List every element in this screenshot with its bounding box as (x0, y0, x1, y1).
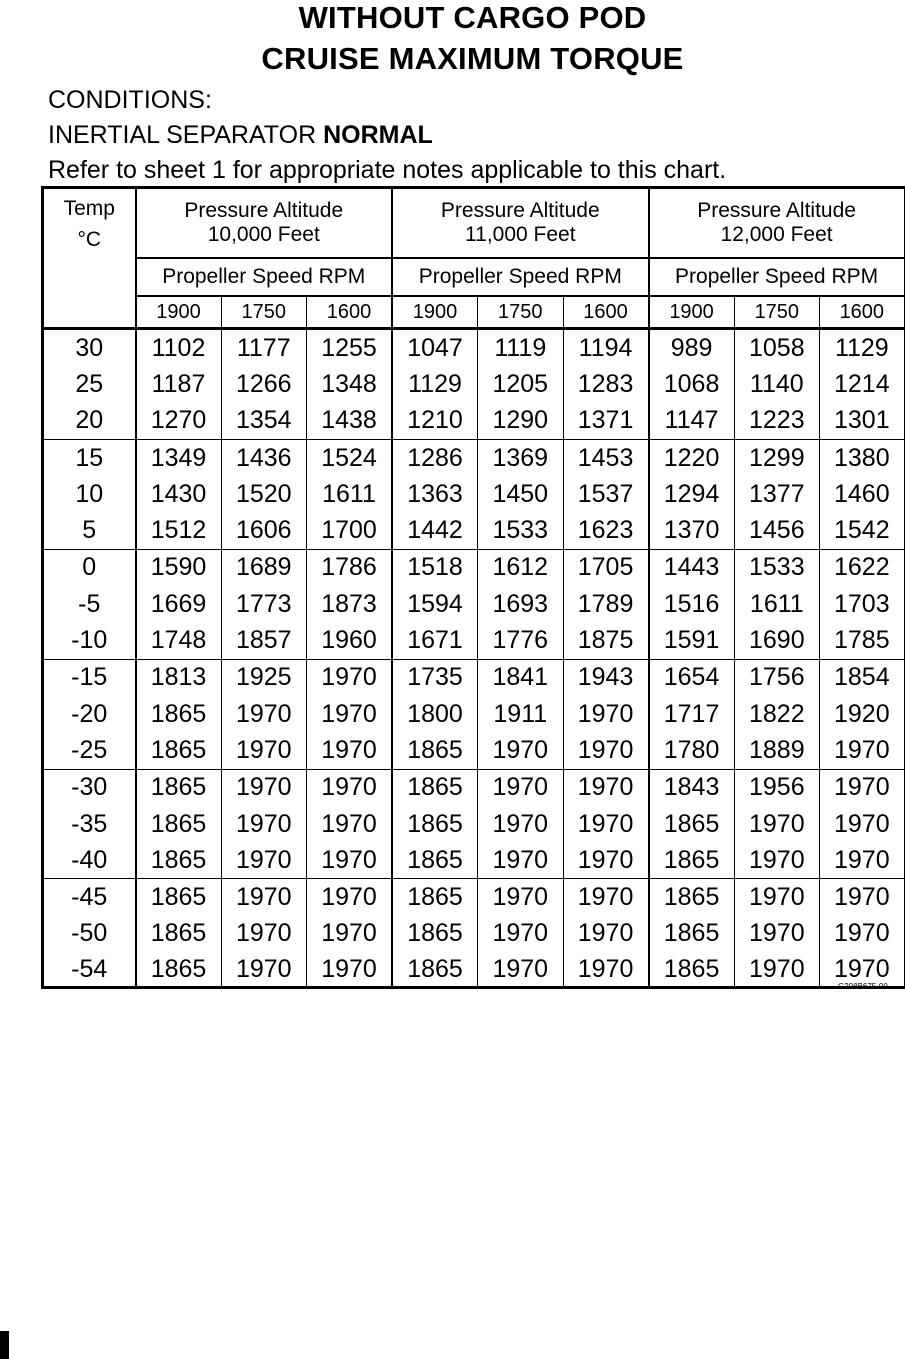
table-row (43, 403, 905, 440)
torque-cell: 1865 (392, 952, 478, 988)
torque-cell: 1194 (563, 329, 649, 367)
torque-cell: 1843 (649, 769, 735, 806)
torque-cell: 1865 (136, 842, 222, 879)
table-row (43, 366, 905, 402)
torque-cell: 1354 (221, 403, 307, 440)
torque-cell: 1460 (820, 476, 905, 512)
torque-cell: 1865 (136, 916, 222, 952)
temp-cell: -40 (71, 845, 108, 874)
table-row (43, 696, 905, 732)
torque-cell: 1970 (734, 879, 820, 916)
torque-cell: 1147 (649, 403, 735, 440)
temp-cell: -30 (43, 769, 136, 806)
table-row (43, 879, 905, 916)
temp-cell: 5 (82, 516, 97, 545)
temp-cell: 30 (43, 329, 136, 367)
torque-cell: 1970 (563, 842, 649, 879)
torque-cell: 1735 (392, 659, 478, 696)
temp-header-label: Temp (63, 196, 115, 220)
torque-cell: 1606 (221, 512, 307, 549)
torque-cell: 1970 (563, 806, 649, 842)
torque-cell: 1970 (478, 842, 564, 879)
torque-cell: 1058 (734, 329, 820, 367)
torque-cell: 1865 (136, 732, 222, 769)
torque-cell: 1591 (649, 622, 735, 659)
torque-cell: 1970 (820, 916, 905, 952)
torque-cell: 1970 (221, 842, 307, 879)
table-row (43, 622, 905, 659)
torque-cell: 1542 (820, 512, 905, 549)
torque-cell: 1214 (820, 366, 905, 402)
torque-cell: 1693 (478, 586, 564, 622)
torque-cell: 1450 (478, 476, 564, 512)
temp-cell: 20 (75, 406, 104, 435)
torque-cell: 1970 (221, 916, 307, 952)
temp-cell: -50 (71, 919, 108, 948)
torque-cell: 1970 (820, 879, 905, 916)
torque-cell: 1177 (221, 329, 307, 367)
torque-cell: 1865 (649, 806, 735, 842)
torque-cell: 1970 (307, 659, 393, 696)
torque-cell: 1129 (820, 329, 905, 367)
rpm-header: 1750 (734, 296, 820, 329)
rpm-header: 1750 (478, 296, 564, 329)
torque-cell: 1970 (820, 952, 905, 988)
torque-cell: 1865 (649, 842, 735, 879)
torque-cell: 989 (649, 329, 735, 367)
torque-cell: 1970 (307, 769, 393, 806)
torque-cell: 1371 (563, 403, 649, 440)
table-row (43, 659, 905, 696)
torque-cell: 1970 (820, 806, 905, 842)
torque-cell: 1223 (734, 403, 820, 440)
inertial-separator-condition (48, 121, 433, 150)
temp-cell: -5 (78, 589, 101, 618)
table-row (43, 549, 905, 586)
torque-cell: 1875 (563, 622, 649, 659)
torque-cell: 1700 (307, 512, 393, 549)
torque-cell: 1865 (392, 806, 478, 842)
torque-cell: 1524 (307, 439, 393, 476)
torque-cell: 1865 (649, 952, 735, 988)
torque-cell: 1970 (221, 879, 307, 916)
torque-table-body (43, 329, 905, 988)
torque-cell: 1456 (734, 512, 820, 549)
temp-cell: -35 (71, 809, 108, 838)
torque-cell: 1865 (136, 696, 222, 732)
propeller-speed-label-12000: Propeller Speed RPM (649, 258, 905, 296)
torque-cell: 1970 (478, 879, 564, 916)
separator-prefix: INERTIAL SEPARATOR (48, 121, 324, 149)
torque-cell: 1970 (221, 806, 307, 842)
torque-cell: 1970 (563, 952, 649, 988)
table-row (43, 439, 905, 476)
torque-cell: 1970 (307, 696, 393, 732)
torque-cell: 1970 (221, 696, 307, 732)
torque-cell: 1773 (221, 586, 307, 622)
torque-cell: 1800 (392, 696, 478, 732)
torque-cell: 1970 (307, 842, 393, 879)
torque-cell: 1857 (221, 622, 307, 659)
torque-cell: 1970 (221, 732, 307, 769)
torque-table (41, 186, 905, 989)
torque-cell: 1533 (478, 512, 564, 549)
torque-cell: 1970 (563, 732, 649, 769)
torque-cell: 1873 (307, 586, 393, 622)
torque-cell: 1865 (392, 732, 478, 769)
torque-cell: 1255 (307, 329, 393, 367)
torque-cell: 1970 (478, 952, 564, 988)
torque-cell: 1854 (820, 659, 905, 696)
torque-cell: 1889 (734, 732, 820, 769)
temp-cell: -15 (43, 659, 136, 696)
table-row (43, 329, 905, 367)
torque-cell: 1841 (478, 659, 564, 696)
torque-cell: 1780 (649, 732, 735, 769)
torque-cell: 1970 (307, 806, 393, 842)
torque-cell: 1970 (478, 916, 564, 952)
altitude-value-11000: 11,000 Feet (392, 223, 649, 258)
torque-cell: 1299 (734, 439, 820, 476)
torque-cell: 1970 (478, 732, 564, 769)
torque-cell: 1047 (392, 329, 478, 367)
torque-cell: 1210 (392, 403, 478, 440)
torque-cell: 1611 (734, 586, 820, 622)
torque-cell: 1518 (392, 549, 478, 586)
torque-cell: 1611 (307, 476, 393, 512)
torque-cell: 1453 (563, 439, 649, 476)
torque-cell: 1436 (221, 439, 307, 476)
temp-header-spacer (43, 258, 136, 329)
table-row (43, 769, 905, 806)
torque-cell: 1970 (734, 806, 820, 842)
temp-header (43, 188, 136, 259)
table-row (43, 586, 905, 622)
torque-cell: 1594 (392, 586, 478, 622)
torque-cell: 1960 (307, 622, 393, 659)
torque-cell: 1512 (136, 512, 222, 549)
torque-cell: 1537 (563, 476, 649, 512)
torque-cell: 1671 (392, 622, 478, 659)
torque-cell: 1970 (563, 916, 649, 952)
rpm-header: 1900 (136, 296, 222, 329)
separator-value: NORMAL (323, 121, 433, 149)
torque-cell: 1970 (307, 952, 393, 988)
torque-cell: 1970 (820, 842, 905, 879)
torque-cell: 1970 (563, 879, 649, 916)
torque-cell: 1970 (563, 696, 649, 732)
temp-header-unit: °C (77, 227, 102, 251)
torque-cell: 1813 (136, 659, 222, 696)
torque-cell: 1865 (649, 916, 735, 952)
torque-cell: 1129 (392, 366, 478, 402)
torque-cell: 1520 (221, 476, 307, 512)
torque-cell: 1443 (649, 549, 735, 586)
torque-cell: 1865 (392, 769, 478, 806)
torque-cell: 1865 (392, 916, 478, 952)
torque-cell: 1970 (478, 806, 564, 842)
torque-cell: 1865 (392, 842, 478, 879)
torque-cell: 1865 (136, 879, 222, 916)
temp-cell: -45 (43, 879, 136, 916)
torque-cell: 1943 (563, 659, 649, 696)
torque-cell: 1438 (307, 403, 393, 440)
torque-cell: 1925 (221, 659, 307, 696)
torque-cell: 1970 (307, 732, 393, 769)
torque-cell: 1865 (136, 952, 222, 988)
torque-cell: 1703 (820, 586, 905, 622)
torque-cell: 1776 (478, 622, 564, 659)
altitude-label-12000: Pressure Altitude (649, 188, 905, 224)
torque-cell: 1612 (478, 549, 564, 586)
torque-cell: 1920 (820, 696, 905, 732)
torque-cell: 1068 (649, 366, 735, 402)
torque-cell: 1865 (136, 769, 222, 806)
torque-cell: 1623 (563, 512, 649, 549)
torque-cell: 1369 (478, 439, 564, 476)
torque-cell: 1956 (734, 769, 820, 806)
temp-cell: 10 (75, 479, 104, 508)
torque-cell: 1442 (392, 512, 478, 549)
torque-cell: 1270 (136, 403, 222, 440)
altitude-value-12000: 12,000 Feet (649, 223, 905, 258)
torque-cell: 1705 (563, 549, 649, 586)
table-row (43, 842, 905, 879)
torque-cell: 1516 (649, 586, 735, 622)
torque-cell: 1970 (307, 916, 393, 952)
temp-cell: -25 (71, 735, 108, 764)
torque-cell: 1865 (649, 879, 735, 916)
torque-cell: 1290 (478, 403, 564, 440)
torque-cell: 1533 (734, 549, 820, 586)
torque-cell: 1590 (136, 549, 222, 586)
torque-cell: 1690 (734, 622, 820, 659)
torque-cell: 1380 (820, 439, 905, 476)
altitude-value-10000: 10,000 Feet (136, 223, 393, 258)
table-row (43, 476, 905, 512)
torque-cell: 1970 (307, 879, 393, 916)
torque-cell: 1220 (649, 439, 735, 476)
torque-cell: 1102 (136, 329, 222, 367)
title-line-2: CRUISE MAXIMUM TORQUE (261, 41, 684, 76)
torque-cell: 1654 (649, 659, 735, 696)
torque-cell: 1865 (136, 806, 222, 842)
torque-cell: 1865 (392, 879, 478, 916)
torque-cell: 1786 (307, 549, 393, 586)
temp-cell: 25 (75, 369, 104, 398)
torque-cell: 1140 (734, 366, 820, 402)
figure-code: G208B675-00 (838, 982, 888, 991)
torque-cell: 1669 (136, 586, 222, 622)
temp-cell: -10 (71, 626, 108, 655)
torque-cell: 1970 (820, 769, 905, 806)
table-row (43, 732, 905, 769)
refer-note: Refer to sheet 1 for appropriate notes applicable to this chart. (48, 156, 727, 184)
torque-cell: 1430 (136, 476, 222, 512)
torque-cell: 1970 (734, 842, 820, 879)
torque-cell: 1349 (136, 439, 222, 476)
torque-cell: 1789 (563, 586, 649, 622)
torque-cell: 1301 (820, 403, 905, 440)
table-row (43, 806, 905, 842)
torque-cell: 1970 (221, 952, 307, 988)
conditions-label: CONDITIONS: (48, 86, 212, 114)
torque-cell: 1717 (649, 696, 735, 732)
temp-cell: -54 (71, 954, 108, 983)
rpm-header: 1900 (649, 296, 735, 329)
table-row (43, 952, 905, 988)
torque-cell: 1785 (820, 622, 905, 659)
temp-cell: 15 (43, 439, 136, 476)
torque-cell: 1370 (649, 512, 735, 549)
rpm-header: 1900 (392, 296, 478, 329)
temp-cell: 0 (43, 549, 136, 586)
torque-cell: 1970 (221, 769, 307, 806)
torque-cell: 1970 (563, 769, 649, 806)
table-row (43, 916, 905, 952)
torque-cell: 1911 (478, 696, 564, 732)
torque-cell: 1119 (478, 329, 564, 367)
propeller-speed-label-10000: Propeller Speed RPM (136, 258, 393, 296)
torque-cell: 1970 (734, 952, 820, 988)
torque-cell: 1187 (136, 366, 222, 402)
torque-cell: 1689 (221, 549, 307, 586)
torque-cell: 1266 (221, 366, 307, 402)
torque-cell: 1970 (820, 732, 905, 769)
altitude-label-11000: Pressure Altitude (392, 188, 649, 224)
rpm-header: 1600 (563, 296, 649, 329)
torque-cell: 1970 (734, 916, 820, 952)
torque-cell: 1756 (734, 659, 820, 696)
torque-cell: 1970 (478, 769, 564, 806)
torque-cell: 1205 (478, 366, 564, 402)
torque-cell: 1377 (734, 476, 820, 512)
torque-cell: 1748 (136, 622, 222, 659)
rpm-header: 1750 (221, 296, 307, 329)
torque-cell: 1822 (734, 696, 820, 732)
propeller-speed-label-11000: Propeller Speed RPM (392, 258, 649, 296)
table-row (43, 512, 905, 549)
change-bar (0, 1331, 9, 1359)
rpm-header: 1600 (307, 296, 393, 329)
torque-cell: 1283 (563, 366, 649, 402)
torque-cell: 1294 (649, 476, 735, 512)
rpm-header: 1600 (820, 296, 905, 329)
torque-cell: 1363 (392, 476, 478, 512)
torque-cell: 1622 (820, 549, 905, 586)
altitude-label-10000: Pressure Altitude (136, 188, 393, 224)
temp-cell: -20 (71, 699, 108, 728)
torque-cell: 1286 (392, 439, 478, 476)
title-line-1: WITHOUT CARGO POD (298, 0, 647, 35)
torque-cell: 1348 (307, 366, 393, 402)
